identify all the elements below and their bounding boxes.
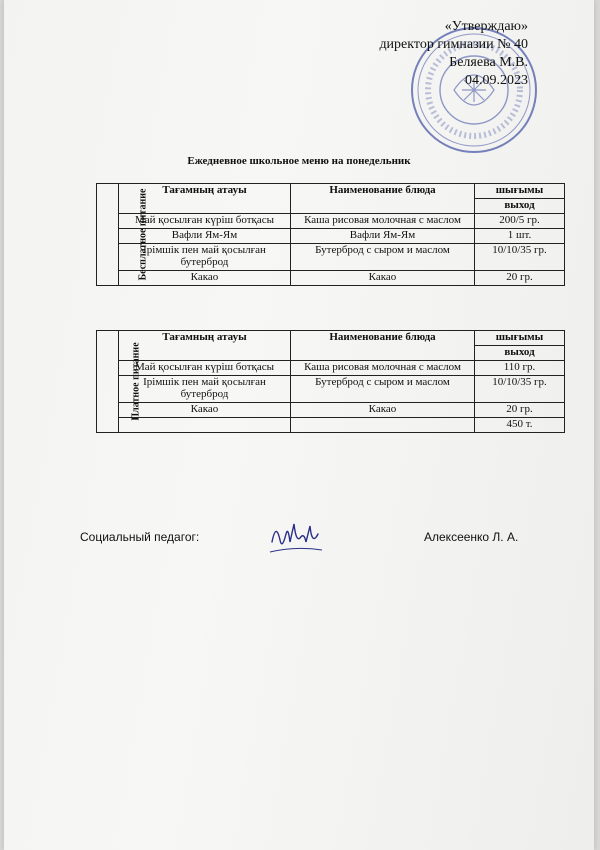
dish-output: 10/10/35 гр.	[475, 244, 565, 271]
dish-name-ru: Каша рисовая молочная с маслом	[291, 361, 475, 376]
dish-name-ru: Какао	[291, 403, 475, 418]
empty-cell	[119, 418, 291, 433]
free-meals-table	[96, 183, 565, 286]
approver-name: Беляева М.В.	[449, 55, 528, 70]
dish-name-ru: Бутерброд с сыром и маслом	[291, 244, 475, 271]
dish-name-kz: Май қосылған күріш ботқасы	[119, 361, 291, 376]
dish-name-ru: Каша рисовая молочная с маслом	[291, 214, 475, 229]
dish-name-ru: Какао	[291, 271, 475, 286]
table-row	[97, 244, 565, 271]
dish-name-kz: Ірімшік пен май қосылған бутерброд	[119, 376, 291, 403]
header-output-kz: шығымы	[475, 331, 565, 346]
dish-output: 1 шт.	[475, 229, 565, 244]
dish-name-kz: Май қосылған күріш ботқасы	[119, 214, 291, 229]
dish-output: 10/10/35 гр.	[475, 376, 565, 403]
approval-heading: «Утверждаю»	[444, 19, 528, 34]
dish-name-ru: Вафли Ям-Ям	[291, 229, 475, 244]
table-row	[97, 361, 565, 376]
approver-position: директор гимназии № 40	[379, 37, 528, 52]
dish-name-kz: Какао	[119, 403, 291, 418]
table-row	[97, 229, 565, 244]
dish-name-kz: Ірімшік пен май қосылған бутерброд	[119, 244, 291, 271]
paid-meals-table	[96, 330, 565, 433]
table-row	[97, 376, 565, 403]
dish-name-kz: Какао	[119, 271, 291, 286]
signoff-name: Алексеенко Л. А.	[424, 530, 519, 544]
total-price: 450 т.	[475, 418, 565, 433]
dish-output: 20 гр.	[475, 403, 565, 418]
page-title: Ежедневное школьное меню на понедельник	[187, 155, 411, 167]
document-page	[4, 0, 594, 850]
dish-output: 110 гр.	[475, 361, 565, 376]
header-name-kz: Тағамның атауы	[119, 184, 291, 214]
paid-meals-label: Платное питание	[97, 331, 119, 433]
dish-name-kz: Вафли Ям-Ям	[119, 229, 291, 244]
header-output-kz: шығымы	[475, 184, 565, 199]
table-row-total	[97, 418, 565, 433]
handwritten-signature	[266, 512, 326, 557]
header-output-ru: выход	[475, 199, 565, 214]
header-name-ru: Наименование блюда	[291, 184, 475, 214]
signoff-role: Социальный педагог:	[80, 530, 200, 544]
approval-date: 04.09.2023	[465, 73, 528, 88]
empty-cell	[291, 418, 475, 433]
dish-name-ru: Бутерброд с сыром и маслом	[291, 376, 475, 403]
dish-output: 200/5 гр.	[475, 214, 565, 229]
table-row	[97, 403, 565, 418]
header-name-kz: Тағамның атауы	[119, 331, 291, 361]
table-row	[97, 271, 565, 286]
table-row	[97, 214, 565, 229]
approval-block	[379, 18, 528, 90]
header-output-ru: выход	[475, 346, 565, 361]
header-name-ru: Наименование блюда	[291, 331, 475, 361]
dish-output: 20 гр.	[475, 271, 565, 286]
free-meals-label: Бесплатное питание	[97, 184, 119, 286]
